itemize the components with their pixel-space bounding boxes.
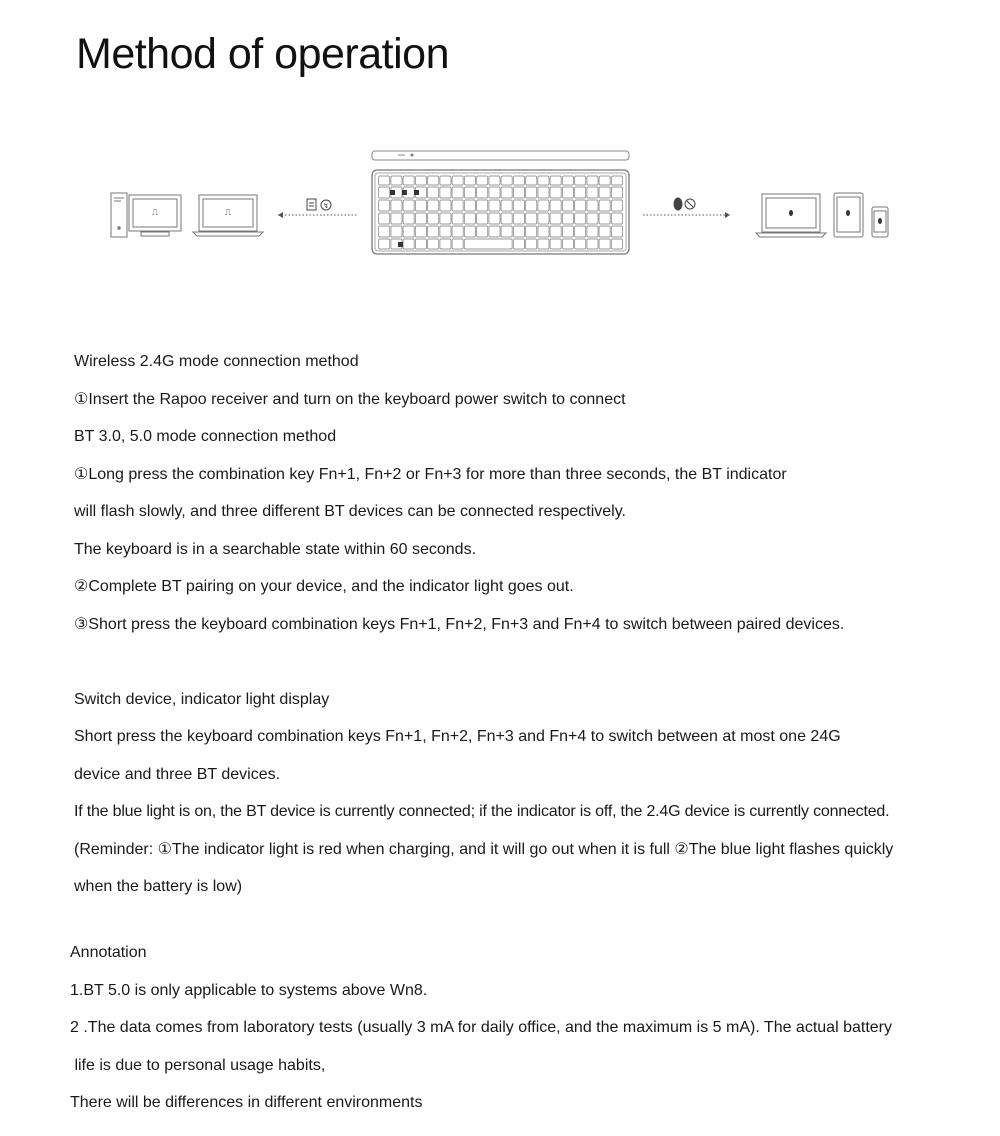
- keyboard-key: [550, 239, 561, 249]
- keyboard-key: [379, 200, 390, 211]
- keyboard-key: [611, 213, 622, 224]
- keyboard-key: [379, 239, 390, 249]
- keyboard-key: [428, 187, 439, 198]
- keyboard-key: [611, 200, 622, 211]
- keyboard-key: [513, 200, 524, 211]
- connection-diagram: [0, 140, 1000, 270]
- keyboard-key: [489, 200, 500, 211]
- keyboard-key: [611, 239, 622, 249]
- keyboard-key: [379, 213, 390, 224]
- keyboard-key: [428, 176, 439, 185]
- keyboard-key: [452, 213, 463, 224]
- laptop-icon: [756, 194, 826, 237]
- keyboard-key: [440, 239, 451, 249]
- keyboard-key: [587, 187, 598, 198]
- keyboard-key: [477, 200, 488, 211]
- desktop-pc-icon: [111, 193, 181, 237]
- keyboard-key: [587, 239, 598, 249]
- annotation-note-2-line-3: There will be differences in different environments: [70, 1094, 423, 1111]
- keyboard-key: [489, 213, 500, 224]
- keyboard-key: [611, 187, 622, 198]
- keyboard-key: [550, 213, 561, 224]
- keyboard-key: [489, 226, 500, 237]
- keyboard-key: [477, 213, 488, 224]
- keyboard-key: [464, 226, 475, 237]
- keyboard-key: [587, 200, 598, 211]
- keyboard-key: [599, 200, 610, 211]
- keyboard-key: [575, 213, 586, 224]
- svg-text:⎍: ⎍: [151, 208, 159, 218]
- keyboard-key: [538, 239, 549, 249]
- keyboard-key: [513, 213, 524, 224]
- annotation-note-2-line-1: 2 .The data comes from laboratory tests (usually 3 mA for daily office, and the maximum is 5 mA). The actual battery: [70, 1019, 892, 1036]
- keyboard-key: [599, 239, 610, 249]
- keyboard-key: [391, 176, 402, 185]
- phone-icon: [872, 207, 888, 237]
- keyboard-key: [538, 200, 549, 211]
- keyboard-key: [575, 239, 586, 249]
- keyboard-key: [464, 187, 475, 198]
- keyboard-key: [538, 213, 549, 224]
- keyboard-key: [379, 187, 390, 198]
- keyboard-key: [440, 200, 451, 211]
- keyboard-key: [403, 200, 414, 211]
- keyboard-key: [489, 187, 500, 198]
- function-key-marker: [402, 190, 407, 195]
- switch-line-3: If the blue light is on, the BT device is currently connected; if the indicator is off, the 2.4G device is currently connected.: [74, 803, 890, 820]
- keyboard-key: [428, 213, 439, 224]
- keyboard-key: [403, 213, 414, 224]
- switch-line-1: Short press the keyboard combination keys Fn+1, Fn+2, Fn+3 and Fn+4 to switch between at most one 24G: [74, 728, 841, 745]
- keyboard-key: [526, 176, 537, 185]
- keyboard-key: [452, 176, 463, 185]
- keyboard-key: [415, 239, 426, 249]
- keyboard-key: [526, 187, 537, 198]
- function-key-marker: [390, 190, 395, 195]
- keyboard-key: [477, 187, 488, 198]
- keyboard-key: [599, 176, 610, 185]
- bt-step-1-line-3: The keyboard is in a searchable state within 60 seconds.: [74, 541, 477, 558]
- keyboard-key: [611, 226, 622, 237]
- keyboard-key: [513, 239, 524, 249]
- keyboard-key: [599, 226, 610, 237]
- keyboard-key: [538, 176, 549, 185]
- bt-step-3: ③Short press the keyboard combination keys Fn+1, Fn+2, Fn+3 and Fn+4 to switch between paired devices.: [74, 616, 845, 633]
- bt-step-1-line-1: ①Long press the combination key Fn+1, Fn+2 or Fn+3 for more than three seconds, the BT indicator: [74, 466, 787, 483]
- keyboard-key: [440, 176, 451, 185]
- keyboard-key: [452, 200, 463, 211]
- keyboard-key: [562, 239, 573, 249]
- svg-text:↯: ↯: [323, 202, 329, 210]
- keyboard-key: [587, 226, 598, 237]
- tablet-icon: [834, 193, 863, 237]
- keyboard-key: [464, 213, 475, 224]
- keyboard-key: [526, 226, 537, 237]
- keyboard-key: [415, 226, 426, 237]
- keyboard-key: [452, 239, 463, 249]
- keyboard-key: [477, 226, 488, 237]
- keyboard-key: [452, 187, 463, 198]
- annotation-heading: Annotation: [70, 944, 147, 961]
- annotation-note-1: 1.BT 5.0 is only applicable to systems above Wn8.: [70, 982, 428, 999]
- keyboard-key: [464, 176, 475, 185]
- function-key-marker: [414, 190, 419, 195]
- usb-receiver-2.4g-icon: [307, 199, 331, 210]
- keyboard-key: [440, 213, 451, 224]
- keyboard-key: [489, 176, 500, 185]
- keyboard-key: [526, 200, 537, 211]
- keyboard-key: [550, 187, 561, 198]
- keyboard-spacebar: [464, 239, 512, 249]
- keyboard-key: [464, 200, 475, 211]
- switch-reminder-line-2: when the battery is low): [74, 878, 243, 895]
- keyboard-key: [501, 187, 512, 198]
- bluetooth-icon: [674, 198, 695, 210]
- keyboard-key: [550, 200, 561, 211]
- page-title: Method of operation: [76, 30, 449, 78]
- switch-reminder-line-1: (Reminder: ①The indicator light is red when charging, and it will go out when it is full ②The blue light flashes quickly: [74, 841, 894, 858]
- keyboard-key: [562, 187, 573, 198]
- keyboard-key: [452, 226, 463, 237]
- keyboard-key: [562, 226, 573, 237]
- keyboard-key: [391, 213, 402, 224]
- keyboard-key: [403, 239, 414, 249]
- switch-line-2: device and three BT devices.: [74, 766, 281, 783]
- svg-text:⎍: ⎍: [224, 208, 232, 218]
- keyboard-illustration: [372, 151, 629, 254]
- function-key-marker: [398, 242, 403, 247]
- keyboard-key: [538, 226, 549, 237]
- bt-step-1-line-2: will flash slowly, and three different BT devices can be connected respectively.: [74, 503, 626, 520]
- keyboard-key: [562, 200, 573, 211]
- keyboard-key: [562, 176, 573, 185]
- keyboard-key: [513, 226, 524, 237]
- keyboard-key: [526, 213, 537, 224]
- keyboard-key: [599, 187, 610, 198]
- keyboard-key: [538, 187, 549, 198]
- bt-step-2: ②Complete BT pairing on your device, and the indicator light goes out.: [74, 578, 574, 595]
- keyboard-key: [477, 176, 488, 185]
- keyboard-key: [550, 226, 561, 237]
- keyboard-key: [575, 226, 586, 237]
- keyboard-key: [513, 187, 524, 198]
- keyboard-key: [428, 239, 439, 249]
- keyboard-key: [526, 239, 537, 249]
- keyboard-key: [415, 176, 426, 185]
- switch-heading: Switch device, indicator light display: [74, 691, 330, 708]
- keyboard-key: [501, 176, 512, 185]
- keyboard-key: [403, 226, 414, 237]
- keyboard-key: [379, 226, 390, 237]
- keyboard-key: [611, 176, 622, 185]
- keyboard-key: [550, 176, 561, 185]
- laptop-icon: [193, 195, 263, 236]
- keyboard-key: [391, 226, 402, 237]
- wireless-step-1: ①Insert the Rapoo receiver and turn on the keyboard power switch to connect: [74, 391, 626, 408]
- keyboard-key: [587, 213, 598, 224]
- keyboard-key: [391, 200, 402, 211]
- annotation-note-2-line-2: life is due to personal usage habits,: [70, 1057, 326, 1074]
- keyboard-key: [428, 226, 439, 237]
- keyboard-key: [587, 176, 598, 185]
- keyboard-key: [440, 226, 451, 237]
- keyboard-key: [513, 176, 524, 185]
- keyboard-key: [575, 187, 586, 198]
- wireless-heading: Wireless 2.4G mode connection method: [74, 353, 359, 370]
- keyboard-key: [575, 176, 586, 185]
- keyboard-key: [575, 200, 586, 211]
- keyboard-key: [501, 200, 512, 211]
- keyboard-key: [440, 187, 451, 198]
- keyboard-key: [599, 213, 610, 224]
- keyboard-key: [379, 176, 390, 185]
- keyboard-key: [415, 213, 426, 224]
- keyboard-key: [501, 213, 512, 224]
- keyboard-key: [428, 200, 439, 211]
- keyboard-key: [415, 200, 426, 211]
- keyboard-key: [501, 226, 512, 237]
- bt-heading: BT 3.0, 5.0 mode connection method: [74, 428, 337, 445]
- keyboard-key: [403, 176, 414, 185]
- keyboard-key: [562, 213, 573, 224]
